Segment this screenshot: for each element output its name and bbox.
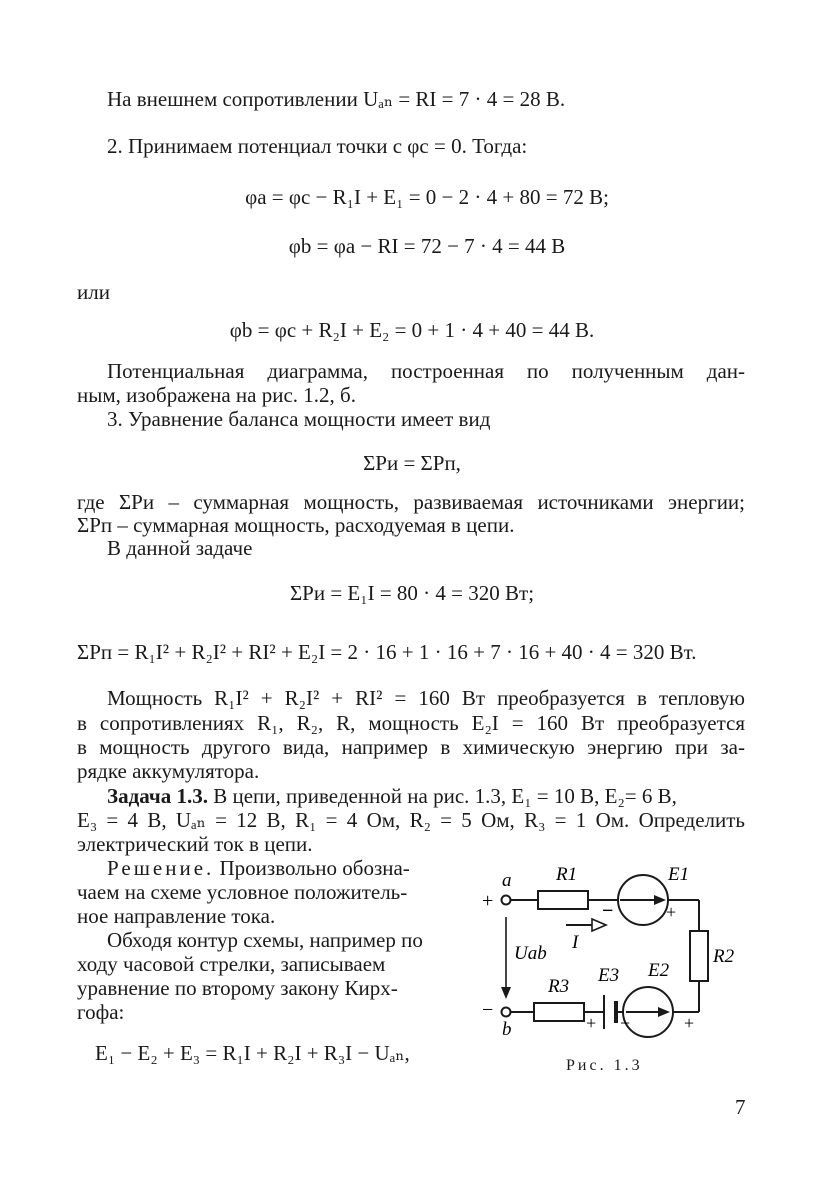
label-r3: R3 [548, 976, 570, 997]
text-line: В данной задаче [107, 536, 253, 560]
resistor-r1 [538, 891, 588, 909]
equation: φb = φc + R₂I + E₂ = 0 + 1 · 4 + 40 = 44 В. [229, 318, 595, 342]
text-line: На внешнем сопротивлении Uₐₙ = RI = 7 · 4 = 28 В. [107, 87, 566, 111]
label-e3-plus: + [586, 1013, 597, 1033]
text-line: уравнение по второму закону Кирх- [77, 976, 398, 1000]
equation: φb = φa − RI = 72 − 7 · 4 = 44 В [288, 234, 566, 258]
label-r2: R2 [713, 946, 735, 967]
equation: ΣPи = ΣPп, [363, 451, 461, 475]
label-minus-bottom: − [482, 999, 494, 1021]
label-b: b [502, 1019, 512, 1040]
resistor-r2 [690, 931, 708, 981]
label-r1: R1 [556, 864, 578, 885]
text-line: ΣPп – суммарная мощность, расходуемая в цепи. [77, 513, 515, 537]
text-line: рядке аккумулятора. [77, 759, 260, 783]
label-uab: Uab [514, 943, 547, 964]
text-line [107, 856, 410, 880]
label-e2: E2 [648, 960, 670, 981]
e1-arrow-head [654, 895, 666, 905]
text-line: электрический ток в цепи. [77, 832, 313, 856]
text-line: Потенциальная диаграмма, построенная по полученным дан- [107, 359, 745, 383]
task-text: В цепи, приведенной на рис. 1.3, E₁ = 10 В, E₂= 6 В, [207, 784, 677, 808]
text-line: гофа: [77, 1000, 125, 1024]
label-a: a [502, 870, 512, 891]
resistor-r3 [534, 1003, 584, 1021]
text-line: в сопротивлениях R₁, R₂, R, мощность E₂I = 160 Вт преобразуется [77, 711, 745, 735]
text-line: 3. Уравнение баланса мощности имеет вид [107, 407, 491, 431]
equation: E₁ − E₂ + E₃ = R₁I + R₂I + R₃I − Uₐₙ, [95, 1041, 410, 1065]
label-e1-plus: + [666, 902, 677, 922]
label-e3-minus: − [620, 1013, 631, 1033]
text-line: где ΣPи – суммарная мощность, развиваемая источниками энергии; [77, 490, 745, 514]
text-line: ное направление тока. [77, 904, 276, 928]
e2-arrow-head [658, 1007, 670, 1017]
label-e2-plus: + [684, 1013, 695, 1033]
solution-text: Произвольно обозна- [214, 856, 410, 880]
text-line: E₃ = 4 В, Uₐₙ = 12 В, R₁ = 4 Ом, R₂ = 5 Ом, R₃ = 1 Ом. Определить [77, 808, 745, 832]
label-e1: E1 [668, 864, 690, 885]
uab-arrow-head [501, 987, 511, 999]
equation: ΣPп = R₁I² + R₂I² + RI² + E₂I = 2 · 16 + 1 · 16 + 7 · 16 + 40 · 4 = 320 Вт. [77, 640, 697, 664]
text-line: 2. Принимаем потенциал точки c φc = 0. Тогда: [107, 134, 528, 158]
terminal-b [502, 1008, 511, 1017]
task-label: Задача 1.3. [107, 784, 208, 808]
text-line: чаем на схеме условное положитель- [77, 880, 408, 904]
page-number: 7 [735, 1095, 746, 1119]
solution-label: Решение. [107, 856, 215, 880]
equation: ΣPи = E₁I = 80 · 4 = 320 Вт; [289, 581, 535, 605]
equation: φa = φc − R₁I + E₁ = 0 − 2 · 4 + 80 = 72 В; [245, 185, 609, 209]
label-e3: E3 [598, 965, 620, 986]
figure-caption: Рис. 1.3 [566, 1057, 643, 1074]
text-line: ным, изображена на рис. 1.2, б. [77, 383, 356, 407]
label-e1-minus: − [602, 900, 614, 922]
text-line: Мощность R₁I² + R₂I² + RI² = 160 Вт преобразуется в тепловую [107, 686, 745, 710]
text-line [107, 784, 677, 808]
circuit-diagram [470, 855, 770, 1050]
text-line: или [77, 280, 110, 304]
text-line: в мощность другого вида, например в химическую энергию при за- [77, 735, 745, 759]
text-line: ходу часовой стрелки, записываем [77, 952, 386, 976]
label-plus-top: + [482, 890, 494, 912]
text-line: Обходя контур схемы, например по [107, 928, 423, 952]
terminal-a [502, 896, 511, 905]
label-i: I [572, 932, 579, 953]
